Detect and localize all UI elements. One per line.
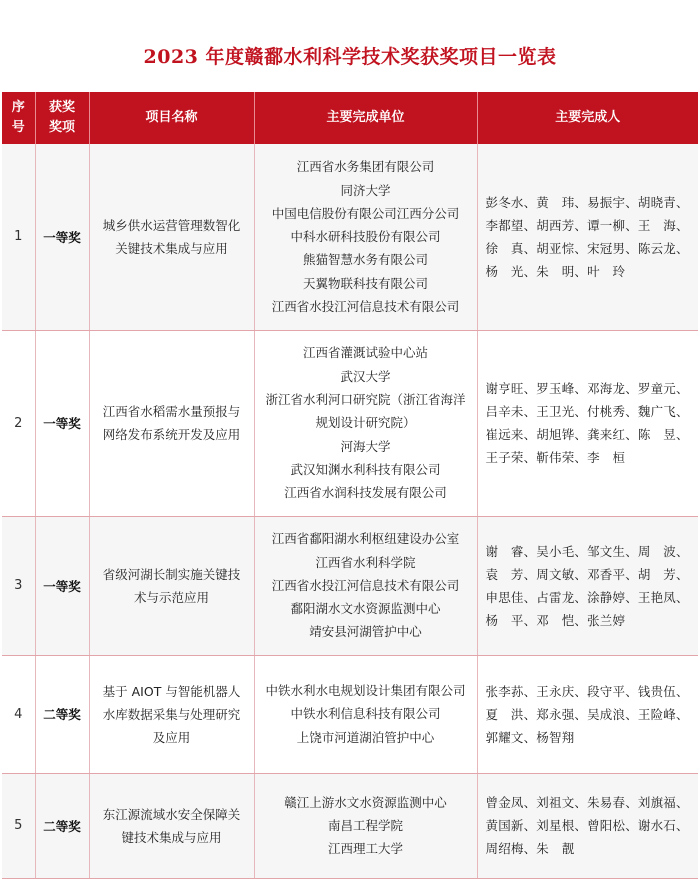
- table-row: [2, 144, 698, 330]
- header-project: 项目名称: [89, 92, 254, 144]
- row-units: 江西省水务集团有限公司 同济大学 中国电信股份有限公司江西分公司 中科水研科技股份有限公司 熊猫智慧水务有限公司 天翼物联科技有限公司 江西省水投江河信息技术有限公司: [254, 144, 477, 330]
- row-project: 基于 AIOT 与智能机器人 水库数据采集与处理研究 及应用: [89, 655, 254, 773]
- page-title: 2023 年度赣鄱水利科学技术奖获奖项目一览表: [143, 46, 557, 68]
- row-award: 二等奖: [35, 655, 89, 773]
- header-people: 主要完成人: [477, 92, 698, 144]
- row-people: 张李荪、王永庆、段守平、钱贵伍、 夏 洪、郑永强、吴成浪、王险峰、 郭耀文、杨智翔: [477, 655, 698, 773]
- awards-table: [2, 92, 698, 879]
- row-award: 一等奖: [35, 516, 89, 655]
- row-seq: 4: [2, 655, 35, 773]
- row-seq: 1: [2, 144, 35, 330]
- row-project: 省级河湖长制实施关键技 术与示范应用: [89, 516, 254, 655]
- table-row: [2, 655, 698, 773]
- header-award: 获奖 奖项: [35, 92, 89, 144]
- table-row: [2, 773, 698, 878]
- row-people: 彭冬水、黄 玮、易振宇、胡晓青、 李都望、胡西芳、谭一柳、王 海、 徐 真、胡亚悰、宋冠男、陈云龙、 杨 光、朱 明、叶 玲: [477, 144, 698, 330]
- row-seq: 2: [2, 330, 35, 516]
- table-row: [2, 516, 698, 655]
- row-seq: 3: [2, 516, 35, 655]
- header-seq: 序 号: [2, 92, 35, 144]
- row-units: 江西省鄱阳湖水利枢纽建设办公室 江西省水利科学院 江西省水投江河信息技术有限公司 鄱阳湖水文水资源监测中心 靖安县河湖管护中心: [254, 516, 477, 655]
- table-row: [2, 330, 698, 516]
- row-project: 江西省水稻需水量预报与 网络发布系统开发及应用: [89, 330, 254, 516]
- row-people: 谢亨旺、罗玉峰、邓海龙、罗童元、 吕辛未、王卫光、付桃秀、魏广飞、 崔远来、胡旭铧、龚来红、陈 昱、 王子荣、靳伟荣、李 桓: [477, 330, 698, 516]
- row-award: 一等奖: [35, 330, 89, 516]
- row-units: 中铁水利水电规划设计集团有限公司 中铁水利信息科技有限公司 上饶市河道湖泊管护中心: [254, 655, 477, 773]
- row-units: 赣江上游水文水资源监测中心 南昌工程学院 江西理工大学: [254, 773, 477, 878]
- header-units: 主要完成单位: [254, 92, 477, 144]
- row-people: 谢 睿、吴小毛、邹文生、周 波、 袁 芳、周文敏、邓香平、胡 芳、 申思佳、占雷龙、涂静婷、王艳凤、 杨 平、邓 恺、张兰婷: [477, 516, 698, 655]
- row-units: 江西省灌溉试验中心站 武汉大学 浙江省水利河口研究院（浙江省海洋 规划设计研究院） 河海大学 武汉知渊水利科技有限公司 江西省水润科技发展有限公司: [254, 330, 477, 516]
- table-header-row: [2, 92, 698, 144]
- row-seq: 5: [2, 773, 35, 878]
- row-award: 一等奖: [35, 144, 89, 330]
- row-award: 二等奖: [35, 773, 89, 878]
- row-project: 城乡供水运营管理数智化 关键技术集成与应用: [89, 144, 254, 330]
- row-people: 曾金凤、刘祖文、朱易春、刘旗福、 黄国新、刘星根、曾阳松、谢水石、 周绍梅、朱 靓: [477, 773, 698, 878]
- row-project: 东江源流域水安全保障关 键技术集成与应用: [89, 773, 254, 878]
